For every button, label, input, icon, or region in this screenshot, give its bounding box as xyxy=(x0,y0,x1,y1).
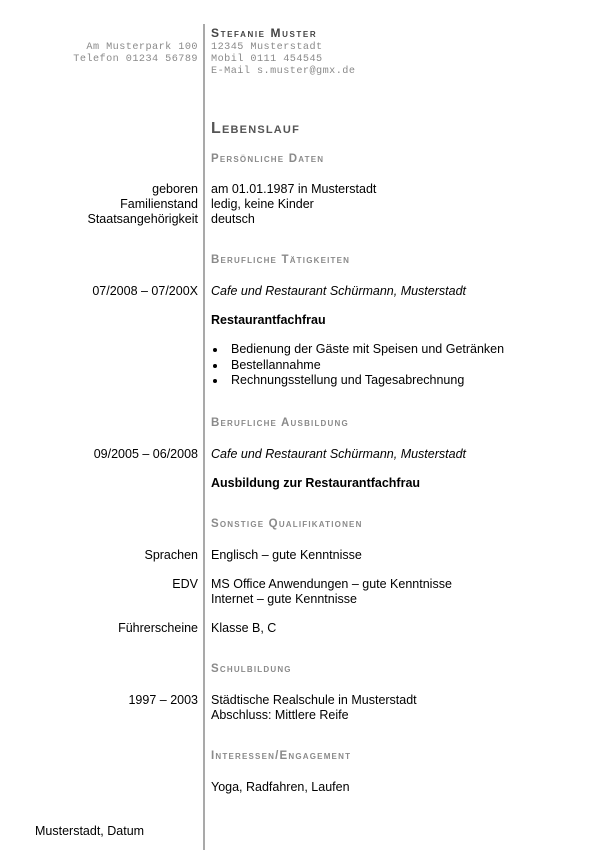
label-edv: EDV xyxy=(172,577,198,591)
section-heading-personal: Persönliche Daten xyxy=(211,153,325,165)
applicant-name: Stefanie Muster xyxy=(211,26,318,40)
list-item: Bedienung der Gäste mit Speisen und Getränken xyxy=(211,342,504,358)
section-heading-school: Schulbildung xyxy=(211,663,292,675)
value-license: Klasse B, C xyxy=(211,621,277,635)
label-license: Führerscheine xyxy=(118,621,198,635)
value-nationality: deutsch xyxy=(211,212,255,226)
vertical-divider xyxy=(203,24,205,850)
list-item: Bestellannahme xyxy=(211,358,504,374)
label-marital-status: Familienstand xyxy=(120,197,198,211)
school-degree: Abschluss: Mittlere Reife xyxy=(211,708,349,722)
section-heading-interests: Interessen/Engagement xyxy=(211,750,352,762)
interests-value: Yoga, Radfahren, Laufen xyxy=(211,780,350,794)
phone: Telefon 01234 56789 xyxy=(73,54,198,65)
mobile: Mobil 0111 454545 xyxy=(211,54,323,65)
training-employer: Cafe und Restaurant Schürmann, Musterstadt xyxy=(211,447,466,461)
training-position: Ausbildung zur Restaurantfachfrau xyxy=(211,476,421,490)
address: Am Musterpark 100 xyxy=(86,42,198,53)
bullet-icon xyxy=(213,348,217,352)
value-languages: Englisch – gute Kenntnisse xyxy=(211,548,362,562)
school-period: 1997 – 2003 xyxy=(128,693,198,707)
bullet-icon xyxy=(213,379,217,383)
email: E-Mail s.muster@gmx.de xyxy=(211,66,356,77)
section-heading-training: Berufliche Ausbildung xyxy=(211,417,349,429)
list-item: Rechnungsstellung und Tagesabrechnung xyxy=(211,373,504,389)
bullet-icon xyxy=(213,364,217,368)
work-position: Restaurantfachfrau xyxy=(211,313,326,327)
training-period: 09/2005 – 06/2008 xyxy=(93,447,198,461)
label-nationality: Staatsangehörigkeit xyxy=(87,212,198,226)
value-born: am 01.01.1987 in Musterstadt xyxy=(211,182,377,196)
city: 12345 Musterstadt xyxy=(211,42,323,53)
work-period: 07/2008 – 07/200X xyxy=(92,284,198,298)
label-born: geboren xyxy=(152,182,198,196)
work-task-list xyxy=(211,342,504,389)
value-marital-status: ledig, keine Kinder xyxy=(211,197,314,211)
value-edv-office: MS Office Anwendungen – gute Kenntnisse xyxy=(211,577,452,591)
section-heading-qualifications: Sonstige Qualifikationen xyxy=(211,518,363,530)
school-name: Städtische Realschule in Musterstadt xyxy=(211,693,417,707)
section-heading-work: Berufliche Tätigkeiten xyxy=(211,254,351,266)
work-employer: Cafe und Restaurant Schürmann, Musterstadt xyxy=(211,284,466,298)
value-edv-internet: Internet – gute Kenntnisse xyxy=(211,592,357,606)
document-title: Lebenslauf xyxy=(211,120,300,137)
place-date: Musterstadt, Datum xyxy=(35,824,145,838)
label-languages: Sprachen xyxy=(144,548,198,562)
